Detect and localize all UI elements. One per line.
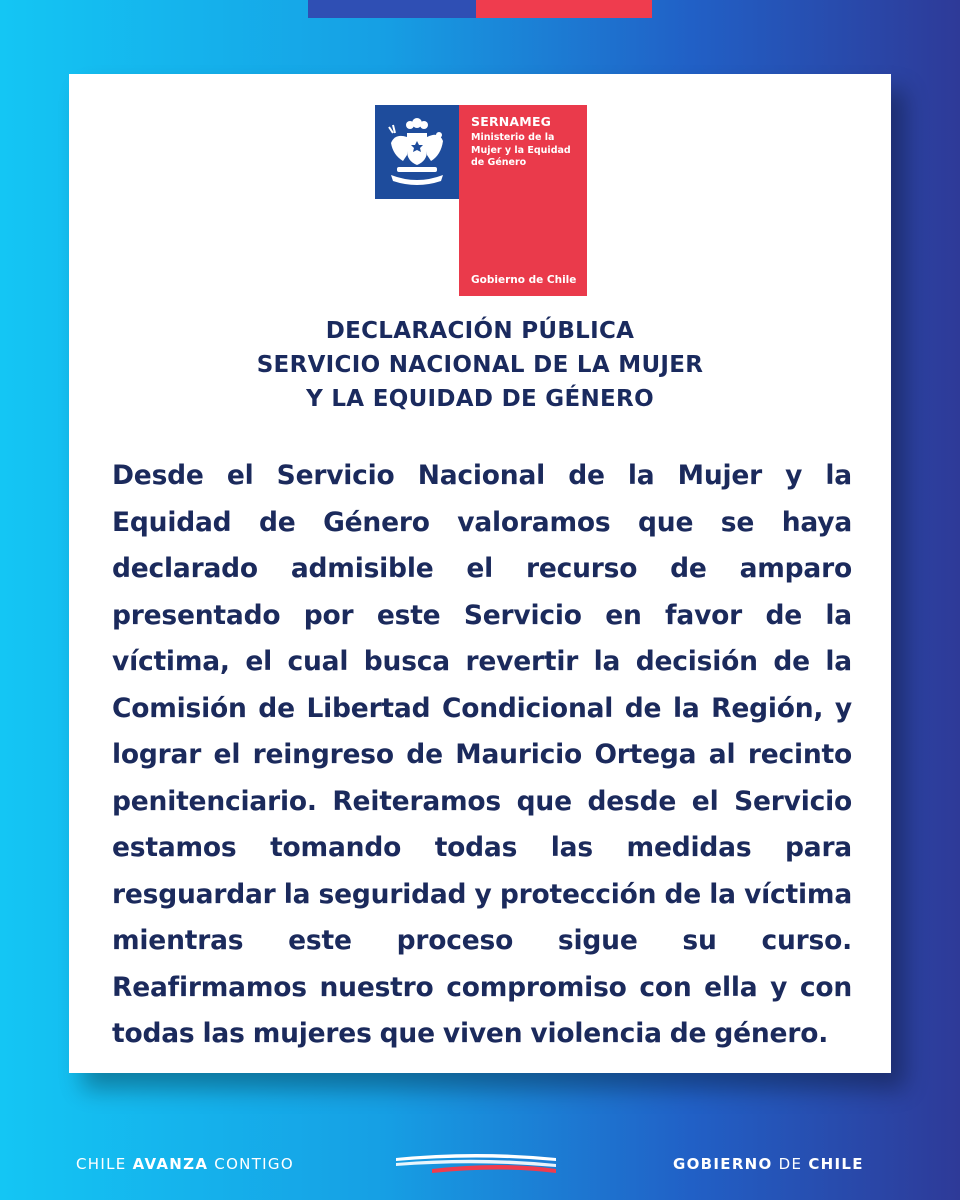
title-line-2: SERVICIO NACIONAL DE LA MUJER [256, 352, 704, 378]
gov-part-2: DE [772, 1155, 809, 1173]
footer-slogan [76, 1155, 294, 1173]
logo-blue-block [375, 105, 459, 199]
statement-card [69, 74, 891, 1073]
logo-government-name: Gobierno de Chile [471, 274, 577, 286]
title-line-3: Y LA EQUIDAD DE GÉNERO [306, 386, 654, 412]
logo-ministry-name: Ministerio de la Mujer y la Equidad de Género [471, 132, 571, 168]
top-flag-bar [308, 0, 652, 18]
logo-agency-name: SERNAMEG [471, 114, 552, 129]
chile-coat-of-arms-icon [381, 111, 453, 191]
slogan-part-2: AVANZA [132, 1155, 209, 1173]
footer-government [673, 1155, 864, 1173]
slogan-part-3: CONTIGO [208, 1155, 294, 1173]
top-bar-red [476, 0, 652, 18]
sernameg-logo [375, 105, 587, 296]
statement-body: Desde el Servicio Nacional de la Mujer y la Equidad de Género valoramos que se haya declarado admisible el recurso de amparo presentado por este Servicio en favor de la víctima, el cual busca revertir la decisión de la Comisión de Libertad Condicional de la Región, y lograr el reingreso de Mauricio Ortega al recinto penitenciario. Reiteramos que desde el Servicio estamos tomando todas las medidas para resguardar la seguridad y protección de la víctima mientras este proceso sigue su curso. Reafirmamos nuestro compromiso con ella y con todas las mujeres que viven violencia de género. [112, 460, 852, 1049]
title-line-1: DECLARACIÓN PÚBLICA [325, 318, 635, 344]
slogan-part-1: CHILE [76, 1155, 133, 1173]
top-bar-blue [308, 0, 476, 18]
logo-white-block [375, 199, 459, 296]
gov-part-3: CHILE [808, 1155, 864, 1173]
statement-title [69, 314, 891, 416]
tricolor-swoosh-icon [392, 1148, 560, 1176]
gov-part-1: GOBIERNO [673, 1155, 773, 1173]
